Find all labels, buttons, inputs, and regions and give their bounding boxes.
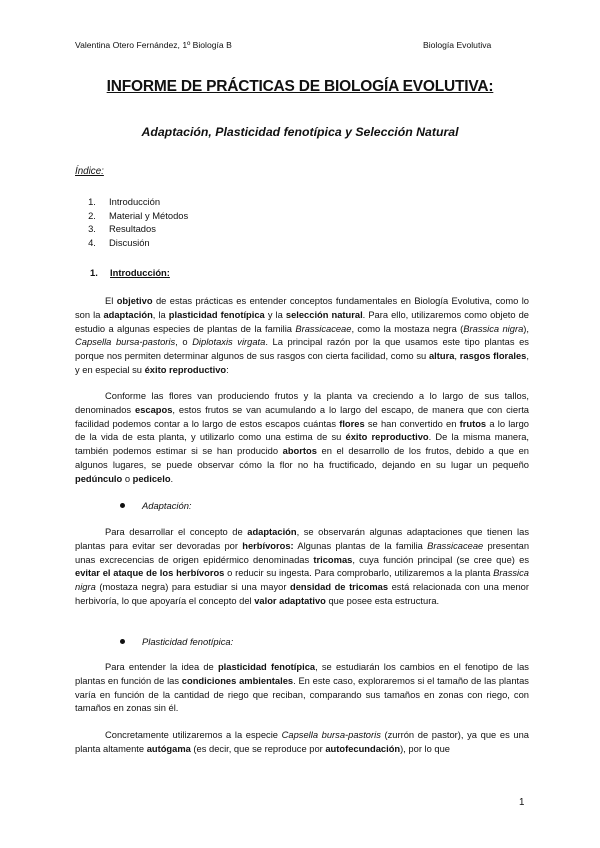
header-author: Valentina Otero Fernández, 1º Biología B: [75, 40, 232, 50]
text-run: se han convertido en: [364, 418, 460, 429]
paragraph-text: [75, 390, 529, 487]
bold-term: pedúnculo: [75, 473, 123, 484]
text-run: o: [122, 473, 133, 484]
bullet-label: Adaptación:: [142, 500, 192, 511]
bold-term: rasgos florales: [459, 351, 527, 362]
bold-term: selección natural: [285, 309, 363, 320]
italic-term: Capsella bursa-pastoris: [75, 337, 176, 348]
text-run: , como la mostaza negra (: [351, 323, 464, 334]
text-run: a lo largo de la vida de esta planta, y utilizarlo como una estima de su: [75, 418, 529, 443]
italic-term: Diplotaxis virgata: [192, 337, 266, 348]
bold-term: objetivo: [116, 296, 153, 306]
text-run: (mostaza negra) para estudiar si una mayor: [95, 582, 291, 593]
toc-label: Resultados: [109, 223, 156, 235]
italic-term: Brassica nigra: [463, 323, 524, 334]
italic-term: Brassica nigra: [75, 568, 530, 593]
bold-term: éxito reproductivo: [144, 364, 227, 375]
text-run: . De la misma manera, también podemos estimar si se han producido: [75, 432, 529, 457]
page-number: 1: [519, 797, 525, 808]
text-run: , o: [175, 337, 193, 348]
section-number: 1.: [90, 267, 98, 278]
paragraph-text: [75, 729, 529, 757]
bold-term: frutos: [459, 418, 487, 429]
text-run: Para desarrollar el concepto de: [105, 527, 248, 537]
text-run: El: [105, 296, 117, 306]
bold-term: evitar el ataque de los herbívoros: [75, 568, 225, 579]
paragraph-escapos: [75, 390, 529, 487]
text-run: Concretamente utilizaremos a la especie: [105, 730, 282, 740]
toc-label: Introducción: [109, 196, 161, 207]
toc-label: Material y Métodos: [109, 209, 189, 221]
bold-term: abortos: [282, 446, 317, 457]
bold-term: autofecundación: [325, 743, 401, 754]
bold-term: densidad de tricomas: [290, 582, 389, 593]
bullet-dot: [120, 503, 125, 508]
text-run: Para entender la idea de: [105, 662, 218, 672]
bold-term: adaptación: [103, 309, 153, 320]
paragraph-objetivo: [75, 295, 529, 378]
text-run: que posee esta estructura.: [325, 595, 440, 606]
document-subtitle: Adaptación, Plasticidad fenotípica y Selección Natural: [141, 125, 459, 139]
text-run: Algunas plantas de la familia: [293, 540, 428, 551]
bold-term: herbívoros:: [242, 540, 294, 551]
bullet-adaptacion: [120, 500, 192, 511]
paragraph-text: [75, 661, 529, 716]
text-run: (es decir, que se reproduce por: [190, 743, 326, 754]
bold-term: tricomas: [313, 554, 353, 565]
bold-term: plasticidad fenotípica: [217, 662, 316, 672]
text-run: . La principal razón por la que usamos este tipo plantas es porque nos permiten determinar algunos de sus rasgos con cierta facilidad, como su: [75, 337, 529, 362]
bullet-dot: [120, 639, 125, 644]
bold-term: autógama: [146, 743, 191, 754]
bold-term: flores: [339, 418, 365, 429]
paragraph-adaptacion: [75, 526, 529, 609]
toc-number: 1.: [88, 196, 96, 207]
text-run: en el desarrollo de los frutos, debido a que en algunos lugares, se puede observar cómo la flor no ha fructificado, dejando en su lugar un pequeño: [75, 446, 529, 470]
text-run: .: [170, 473, 174, 484]
text-run: de estas prácticas es entender conceptos fundamentales en Biología Evolutiva, como lo son la: [75, 296, 529, 320]
italic-term: Capsella bursa-pastoris: [281, 730, 381, 740]
bold-term: condiciones ambientales: [181, 675, 294, 686]
table-of-contents: [75, 195, 188, 249]
bold-term: valor adaptativo: [254, 595, 326, 606]
text-run: , la: [152, 309, 169, 320]
text-run: , y en especial su: [75, 351, 529, 375]
toc-item: [75, 236, 188, 250]
toc-label: Discusión: [109, 236, 150, 248]
toc-number: 4.: [88, 236, 96, 248]
header-subject: Biología Evolutiva: [423, 40, 492, 50]
text-run: . En este caso, exploraremos si el tamaño de las plantas varía en función de la cantidad de riego que reciban, comparando sus tamaños en zonas con riego, con tamaños en zonas sin él.: [75, 675, 529, 714]
text-run: Conforme las flores van produciendo frutos y la planta va creciendo a lo largo de sus tallos, denominados: [75, 391, 529, 415]
text-run: o reducir su ingesta. Para comprobarlo, utilizaremos a la planta: [224, 568, 494, 579]
toc-item: [75, 195, 188, 209]
text-run: está relacionada con una menor herbivoría, lo que apoyaría el concepto del: [75, 582, 529, 606]
toc-item: [75, 222, 188, 236]
text-run: , estos frutos se van acumulando a lo largo del escapo, de manera que con cierta facilidad podemos contar a lo largo de estos escapos cuántas: [75, 404, 529, 429]
text-run: :: [226, 364, 229, 375]
paragraph-capsella: [75, 729, 529, 757]
text-run: , se observarán algunas adaptaciones que tienen las plantas para evitar ser devoradas por: [75, 527, 529, 551]
text-run: ),: [523, 323, 529, 334]
text-run: presentan unas excrecencias de origen epidérmico denominadas: [75, 540, 530, 565]
bold-term: pedicelo: [132, 473, 171, 484]
bold-term: éxito reproductivo: [345, 432, 429, 443]
toc-number: 2.: [88, 209, 96, 221]
bullet-label: Plasticidad fenotípica:: [142, 636, 234, 647]
index-label: Índice:: [75, 166, 104, 177]
paragraph-text: [75, 526, 529, 609]
section-title: Introducción:: [110, 267, 170, 278]
paragraph-text: [75, 295, 529, 378]
section-heading-introduccion: [90, 267, 170, 278]
italic-term: Brassicaceae: [295, 323, 352, 334]
bold-term: adaptación: [247, 527, 297, 537]
bold-term: altura: [428, 351, 455, 362]
paragraph-plasticidad: [75, 661, 529, 716]
text-run: ), por lo que: [400, 743, 450, 754]
toc-number: 3.: [88, 223, 96, 235]
document-title: INFORME DE PRÁCTICAS DE BIOLOGÍA EVOLUTIVA:: [106, 78, 494, 95]
text-run: , cuya función principal (se cree que) es: [352, 554, 529, 565]
bold-term: escapos: [135, 404, 173, 415]
text-run: . Para ello, utilizaremos como objeto de estudio a algunas especies de plantas de la familia: [75, 309, 530, 334]
text-run: (zurrón de pastor), ya que es una planta altamente: [75, 730, 529, 754]
text-run: y la: [264, 309, 286, 320]
bullet-plasticidad: [120, 636, 233, 647]
bold-term: plasticidad fenotípica: [168, 309, 265, 320]
toc-item: [75, 209, 188, 223]
italic-term: Brassicaceae: [427, 540, 484, 551]
text-run: , se estudiarán los cambios en el fenotipo de las plantas en función de las: [75, 662, 529, 686]
text-run: ,: [454, 351, 460, 362]
